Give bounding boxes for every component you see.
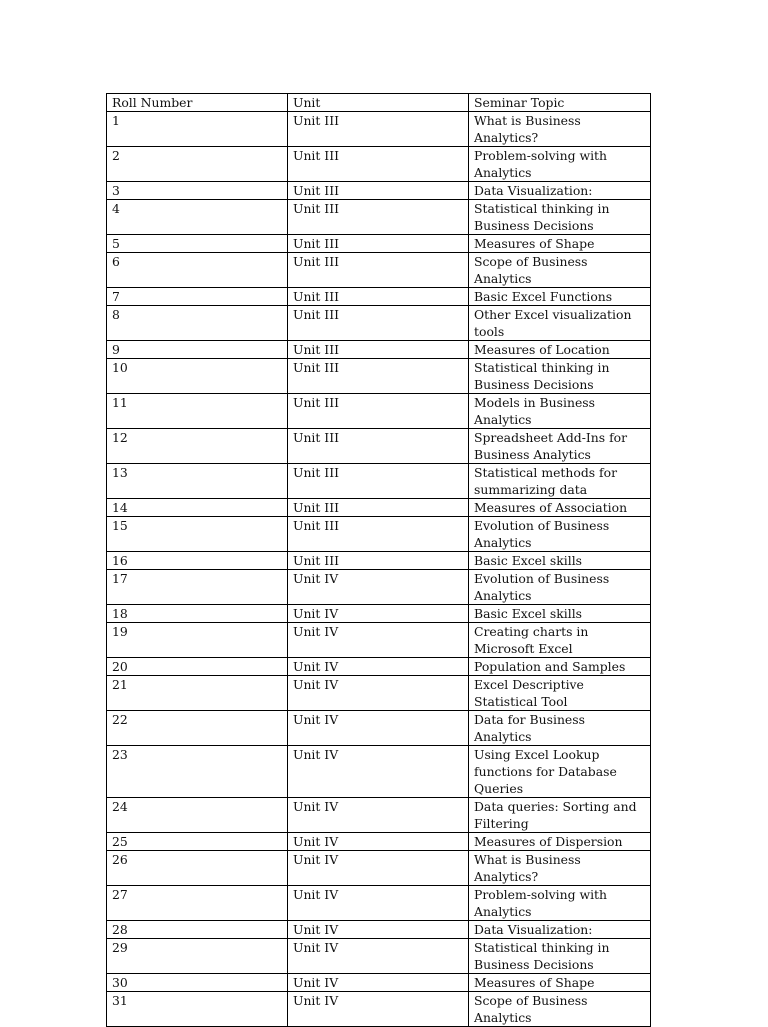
seminar-topic-cell: Measures of Shape [469,974,651,992]
seminar-topic-cell: Scope of Business Analytics [469,253,651,288]
table-row [107,851,651,886]
table-row [107,306,651,341]
table-row [107,517,651,552]
header-unit: Unit [288,94,469,112]
table-row [107,623,651,658]
seminar-topic-cell: Creating charts in Microsoft Excel [469,623,651,658]
roll-number-cell: 29 [107,939,288,974]
unit-cell: Unit IV [288,974,469,992]
unit-cell: Unit III [288,112,469,147]
seminar-topic-cell: Spreadsheet Add-Ins for Business Analytics [469,429,651,464]
table-row [107,746,651,798]
table-row [107,235,651,253]
unit-cell: Unit IV [288,886,469,921]
table-row [107,464,651,499]
seminar-topic-cell: Data for Business Analytics [469,711,651,746]
unit-cell: Unit IV [288,746,469,798]
table-row [107,658,651,676]
seminar-topic-cell: Statistical thinking in Business Decisions [469,359,651,394]
table-row [107,429,651,464]
seminar-topic-cell: Measures of Dispersion [469,833,651,851]
roll-number-cell: 25 [107,833,288,851]
unit-cell: Unit IV [288,676,469,711]
roll-number-cell: 18 [107,605,288,623]
table-row [107,253,651,288]
unit-cell: Unit III [288,200,469,235]
table-row [107,711,651,746]
seminar-topic-cell: Statistical thinking in Business Decisions [469,939,651,974]
seminar-topic-cell: Basic Excel skills [469,552,651,570]
unit-cell: Unit III [288,394,469,429]
unit-cell: Unit III [288,552,469,570]
unit-cell: Unit IV [288,658,469,676]
roll-number-cell: 28 [107,921,288,939]
seminar-topic-cell: Scope of Business Analytics [469,992,651,1027]
roll-number-cell: 12 [107,429,288,464]
roll-number-cell: 13 [107,464,288,499]
unit-cell: Unit IV [288,711,469,746]
table-body [107,112,651,1027]
roll-number-cell: 7 [107,288,288,306]
seminar-topic-cell: Statistical thinking in Business Decisions [469,200,651,235]
roll-number-cell: 11 [107,394,288,429]
table-row [107,394,651,429]
seminar-topic-cell: Measures of Shape [469,235,651,253]
unit-cell: Unit III [288,288,469,306]
roll-number-cell: 20 [107,658,288,676]
unit-cell: Unit III [288,306,469,341]
roll-number-cell: 5 [107,235,288,253]
unit-cell: Unit III [288,235,469,253]
seminar-topic-cell: What is Business Analytics? [469,112,651,147]
roll-number-cell: 14 [107,499,288,517]
roll-number-cell: 23 [107,746,288,798]
roll-number-cell: 24 [107,798,288,833]
roll-number-cell: 6 [107,253,288,288]
unit-cell: Unit III [288,147,469,182]
seminar-topic-cell: What is Business Analytics? [469,851,651,886]
table-row [107,499,651,517]
roll-number-cell: 26 [107,851,288,886]
seminar-topic-cell: Evolution of Business Analytics [469,570,651,605]
unit-cell: Unit IV [288,992,469,1027]
table-row [107,147,651,182]
seminar-topic-cell: Population and Samples [469,658,651,676]
table-row [107,992,651,1027]
roll-number-cell: 21 [107,676,288,711]
roll-number-cell: 8 [107,306,288,341]
table-row [107,200,651,235]
header-seminar-topic: Seminar Topic [469,94,651,112]
roll-number-cell: 3 [107,182,288,200]
table-row [107,570,651,605]
table-row [107,182,651,200]
roll-number-cell: 19 [107,623,288,658]
table-row [107,798,651,833]
unit-cell: Unit III [288,517,469,552]
roll-number-cell: 31 [107,992,288,1027]
unit-cell: Unit III [288,429,469,464]
table-header [107,94,651,112]
table-row [107,676,651,711]
seminar-topic-cell: Excel Descriptive Statistical Tool [469,676,651,711]
unit-cell: Unit III [288,341,469,359]
roll-number-cell: 17 [107,570,288,605]
seminar-table [106,93,651,1027]
table-row [107,605,651,623]
unit-cell: Unit III [288,253,469,288]
unit-cell: Unit IV [288,921,469,939]
unit-cell: Unit IV [288,833,469,851]
unit-cell: Unit III [288,499,469,517]
seminar-topic-cell: Models in Business Analytics [469,394,651,429]
roll-number-cell: 4 [107,200,288,235]
roll-number-cell: 15 [107,517,288,552]
table-row [107,886,651,921]
roll-number-cell: 27 [107,886,288,921]
seminar-topic-cell: Basic Excel skills [469,605,651,623]
seminar-topic-cell: Statistical methods for summarizing data [469,464,651,499]
table-row [107,359,651,394]
unit-cell: Unit IV [288,851,469,886]
seminar-topic-cell: Data Visualization: [469,921,651,939]
unit-cell: Unit III [288,464,469,499]
seminar-topic-cell: Evolution of Business Analytics [469,517,651,552]
table-row [107,921,651,939]
table-row [107,288,651,306]
unit-cell: Unit III [288,182,469,200]
roll-number-cell: 9 [107,341,288,359]
roll-number-cell: 1 [107,112,288,147]
table-row [107,974,651,992]
table-row [107,939,651,974]
seminar-topic-cell: Data queries: Sorting and Filtering [469,798,651,833]
unit-cell: Unit IV [288,605,469,623]
unit-cell: Unit III [288,359,469,394]
table-row [107,833,651,851]
roll-number-cell: 16 [107,552,288,570]
seminar-topic-cell: Using Excel Lookup functions for Database Queries [469,746,651,798]
roll-number-cell: 30 [107,974,288,992]
seminar-topic-cell: Other Excel visualization tools [469,306,651,341]
unit-cell: Unit IV [288,623,469,658]
header-roll-number: Roll Number [107,94,288,112]
header-row [107,94,651,112]
seminar-topic-cell: Measures of Association [469,499,651,517]
roll-number-cell: 22 [107,711,288,746]
seminar-topic-cell: Measures of Location [469,341,651,359]
unit-cell: Unit IV [288,939,469,974]
seminar-topic-cell: Problem-solving with Analytics [469,886,651,921]
roll-number-cell: 2 [107,147,288,182]
table-row [107,112,651,147]
seminar-topic-cell: Data Visualization: [469,182,651,200]
unit-cell: Unit IV [288,798,469,833]
seminar-topic-cell: Problem-solving with Analytics [469,147,651,182]
table-row [107,341,651,359]
unit-cell: Unit IV [288,570,469,605]
table-row [107,552,651,570]
seminar-topic-cell: Basic Excel Functions [469,288,651,306]
roll-number-cell: 10 [107,359,288,394]
